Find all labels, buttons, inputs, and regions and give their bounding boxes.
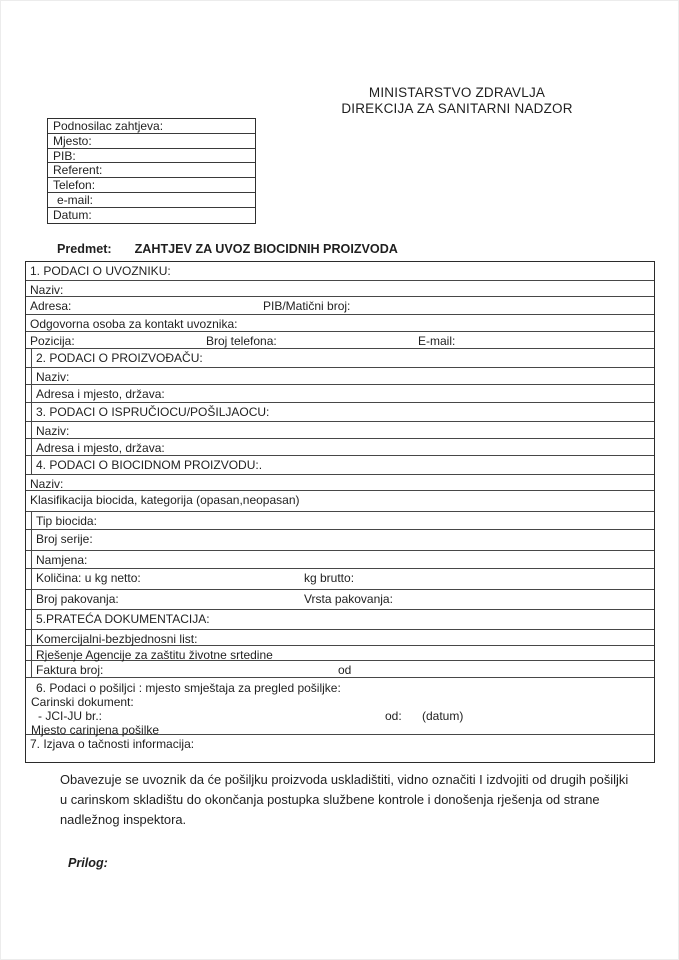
subject-title: ZAHTJEV ZA UVOZ BIOCIDNIH PROIZVODA [134, 242, 398, 256]
field-s6-jci-broj: - JCI-JU br.: [38, 708, 103, 723]
applicant-row-referent: Referent: [48, 163, 255, 178]
row-s6-jci [30, 709, 654, 723]
applicant-row-datum: Datum: [53, 207, 92, 222]
applicant-table [47, 118, 256, 224]
field-s6-carinski-dokument: Carinski dokument: [31, 694, 134, 709]
field-s5-faktura-od: od [338, 662, 352, 677]
section3-header: 3. PODACI O ISPRUČIOCU/POŠILJAOCU: [26, 403, 654, 422]
section6-block [26, 678, 654, 738]
field-s4-broj-serije: Broj serije: [26, 530, 654, 551]
field-s6-od: od: [385, 708, 402, 723]
field-s2-naziv: Naziv: [26, 368, 654, 385]
field-s1-broj-telefona: Broj telefona: [206, 333, 277, 348]
field-s4-klasifikacija: Klasifikacija biocida, kategorija (opasan,neopasan) [26, 491, 654, 512]
section1-header: 1. PODACI O UVOZNIKU: [26, 262, 654, 281]
field-s4-broj-pakovanja: Broj pakovanja: [36, 591, 119, 606]
ministry-header [338, 85, 576, 116]
field-s4-kolicina-netto: Količina: u kg netto: [36, 570, 141, 585]
field-s6-mjesto-smjestaja: 6. Podaci o pošiljci : mjesto smještaja za pregled pošiljke: [36, 680, 341, 695]
field-s3-naziv: Naziv: [26, 422, 654, 439]
applicant-row-podnosilac: Podnosilac zahtjeva: [48, 119, 255, 134]
row-s4-kolicina [26, 569, 654, 590]
field-s6-datum: (datum) [422, 708, 464, 723]
obligation-paragraph: Obavezuje se uvoznik da će pošiljku proizvoda uskladištiti, vidno označiti I izdvojiti od drugih pošiljki u carinskom skladištu do okončanja postupka službene kontrole i donošenja rješenja od strane nadležnog inspektora. [60, 772, 629, 827]
row-s1-adresa [26, 297, 654, 315]
field-s4-naziv: Naziv: [26, 475, 654, 491]
ministry-line1: MINISTARSTVO ZDRAVLJA [368, 85, 546, 100]
applicant-row-pib: PIB: [48, 149, 255, 164]
subject-label: Predmet: [57, 242, 112, 256]
field-s1-adresa: Adresa: [30, 298, 72, 313]
field-s1-pozicija: Pozicija: [30, 333, 75, 348]
section7-header: 7. Izjava o tačnosti informacija: [30, 736, 195, 751]
section2-header: 2. PODACI O PROIZVOĐAČU: [26, 349, 654, 368]
row-s4-pakovanje [26, 590, 654, 610]
field-s1-odgovorna-osoba: Odgovorna osoba za kontakt uvoznika: [26, 315, 654, 332]
ministry-line2: DIREKCIJA ZA SANITARNI NADZOR [341, 100, 573, 116]
field-s2-adresa: Adresa i mjesto, država: [26, 385, 654, 403]
prilog-label: Prilog: [68, 856, 108, 870]
field-s4-tip-biocida: Tip biocida: [26, 512, 654, 530]
field-s1-pib: PIB/Matični broj: [263, 298, 351, 313]
field-s1-naziv: Naziv: [26, 281, 654, 297]
field-s5-faktura-broj: Faktura broj: [36, 662, 104, 677]
field-s5-komercijalni-list: Komercijalni-bezbjednosni list: [26, 630, 654, 646]
applicant-row-telefon: Telefon: [48, 178, 255, 193]
section5-header: 5.PRATEĆA DOKUMENTACIJA: [26, 610, 654, 630]
field-s1-email: E-mail: [418, 333, 456, 348]
field-s4-kg-brutto: kg brutto: [304, 570, 355, 585]
applicant-row-mjesto: Mjesto: [48, 134, 255, 149]
field-s4-vrsta-pakovanja: Vrsta pakovanja: [304, 591, 393, 606]
applicant-row-email: e-mail: [48, 193, 255, 208]
row-s1-pozicija [26, 332, 654, 349]
field-s5-rjesenje-agencije: Rješenje Agencije za zaštitu životne srtedine [26, 646, 654, 661]
section4-header: 4. PODACI O BIOCIDNOM PROIZVODU:. [26, 456, 654, 475]
field-s6-mjesto-carinjenja: Mjesto carinjena pošilke [31, 723, 160, 738]
subject-line [57, 242, 398, 256]
field-s4-namjena: Namjena: [26, 551, 654, 569]
row-s5-faktura [26, 661, 654, 678]
field-s3-adresa: Adresa i mjesto, država: [26, 439, 654, 456]
import-request-form [25, 261, 655, 763]
